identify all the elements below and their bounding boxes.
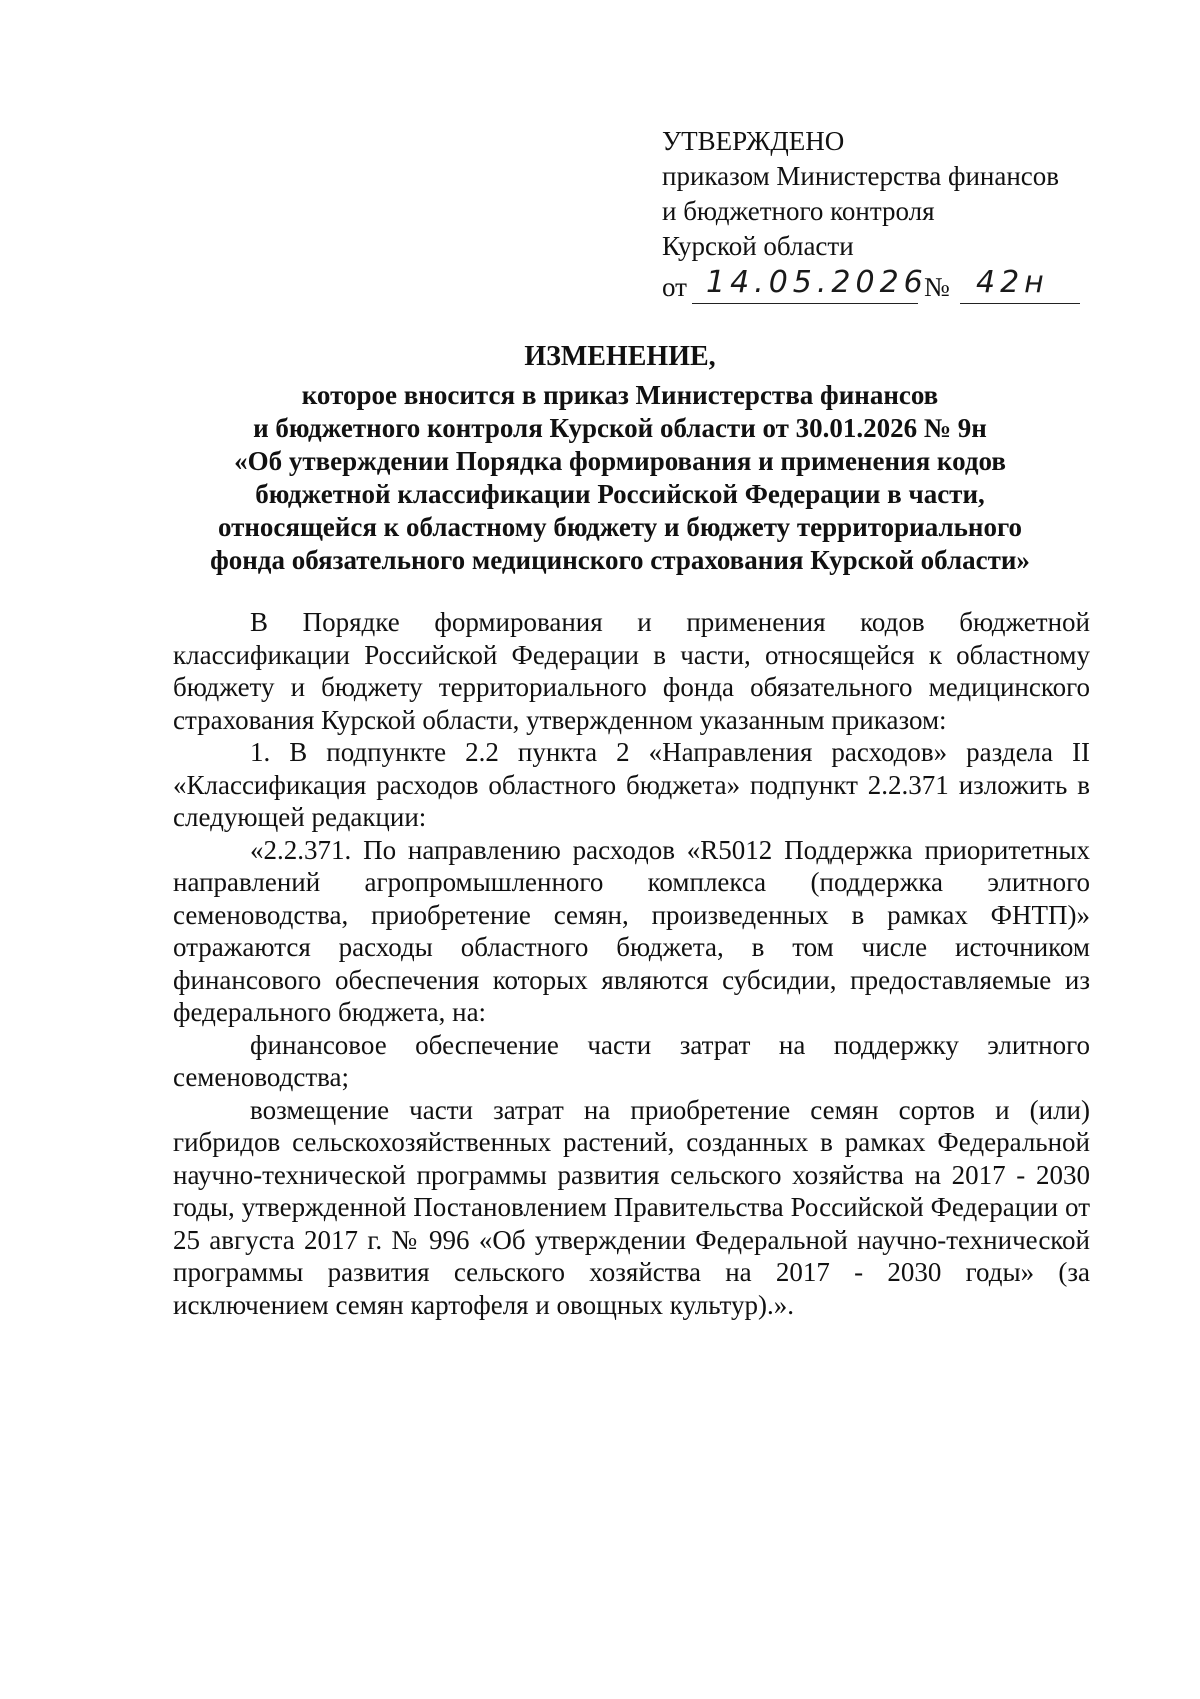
title-line: относящейся к областному бюджету и бюджету территориального [217,512,1023,542]
number-label: № [924,272,950,302]
order-date-number-line [662,264,1092,306]
title-line: «Об утверждении Порядка формирования и применения кодов [234,446,1006,476]
approval-region-line: Курской области [662,231,854,261]
title-line: и бюджетного контроля Курской области от 30.01.2026 № 9н [253,413,987,443]
title-line: бюджетной классификации Российской Федерации в части, [255,479,985,509]
body-paragraph: возмещение части затрат на приобретение семян сортов и (или) гибридов сельскохозяйственных растений, созданных в рамках Федеральной научно-технической программы развития сельского хозяйства на 2017 - 2030 годы, утвержденной Постановлением Правительства Российской Федерации от 25 августа 2017 г. № 996 «Об утверждении Федеральной научно-технической программы развития сельского хозяйства на 2017 - 2030 годы» (за исключением семян картофеля и овощных культур).». [173,1094,1090,1320]
date-label: от [662,272,687,302]
approval-department-line: и бюджетного контроля [662,196,935,226]
handwritten-number: 42н [976,265,1049,300]
document-body [173,606,1090,1321]
body-paragraph: финансовое обеспечение части затрат на поддержку элитного семеноводства; [173,1029,1090,1092]
title-heading: ИЗМЕНЕНИЕ, [524,341,716,372]
body-paragraph: 1. В подпункте 2.2 пункта 2 «Направления расходов» раздела II «Классификация расходов областного бюджета» подпункт 2.2.371 изложить в следующей редакции: [173,737,1090,832]
approval-order-line: приказом Министерства финансов [662,161,1060,191]
approval-stamp-block [662,124,1092,306]
title-line: которое вносится в приказ Министерства финансов [301,380,939,410]
body-paragraph: В Порядке формирования и применения кодов бюджетной классификации Российской Федерации в части, относящейся к областному бюджету и бюджету территориального фонда обязательного медицинского страхования Курской области, утвержденном указанным приказом: [173,607,1090,735]
handwritten-date: 14.05.2026 [706,265,928,300]
document-title [160,340,1080,577]
approval-heading: УТВЕРЖДЕНО [662,126,845,156]
title-line: фонда обязательного медицинского страхования Курской области» [210,545,1030,575]
body-paragraph: «2.2.371. По направлению расходов «R5012 Поддержка приоритетных направлений агропромышленного комплекса (поддержка элитного семеноводства, приобретение семян, произведенных в рамках ФНТП)» отражаются расходы областного бюджета, в том числе источником финансового обеспечения которых являются субсидии, предоставляемые из федерального бюджета, на: [173,834,1090,1027]
